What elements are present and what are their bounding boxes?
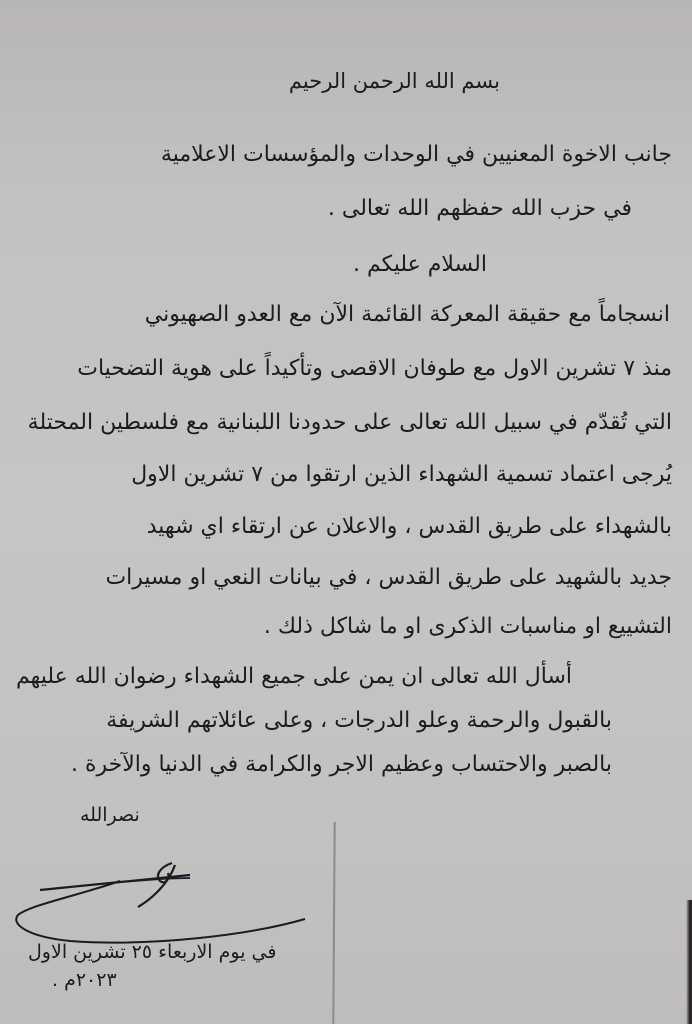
year-line: ٢٠٢٣م .: [52, 969, 117, 991]
margin-rule: [332, 822, 335, 1024]
prayer-line-1: أسأل الله تعالى ان يمن على جميع الشهداء رضوان الله عليهم: [15, 664, 572, 689]
body-line-7: التشييع او مناسبات الذكرى او ما شاكل ذلك .: [263, 614, 672, 639]
closing-name: نصرالله: [80, 804, 140, 826]
body-line-1: انسجاماً مع حقيقة المعركة القائمة الآن مع العدو الصهيوني: [144, 302, 670, 327]
prayer-line-2: بالقبول والرحمة وعلو الدرجات ، وعلى عائلاتهم الشريفة: [106, 708, 612, 733]
addressee-line-2: في حزب الله حفظهم الله تعالى .: [327, 196, 632, 221]
prayer-line-3: بالصبر والاحتساب وعظيم الاجر والكرامة في الدنيا والآخرة .: [70, 752, 612, 777]
greeting: السلام عليكم .: [352, 252, 487, 277]
basmala-heading: بسم الله الرحمن الرحيم: [288, 69, 500, 93]
body-line-5: بالشهداء على طريق القدس ، والاعلان عن ارتقاء اي شهيد: [146, 514, 672, 539]
date-line: في يوم الاربعاء ٢٥ تشرين الاول: [28, 941, 277, 963]
body-line-6: جديد بالشهيد على طريق القدس ، في بيانات النعي او مسيرات: [105, 565, 672, 590]
body-line-4: يُرجى اعتماد تسمية الشهداء الذين ارتقوا من ٧ تشرين الاول: [131, 462, 672, 487]
body-line-3: التي تُقدّم في سبيل الله تعالى على حدودنا اللبنانية مع فلسطين المحتلة: [27, 410, 672, 435]
page-edge-shadow: [686, 900, 692, 1024]
body-line-2: منذ ٧ تشرين الاول مع طوفان الاقصى وتأكيداً على هوية التضحيات: [77, 356, 672, 381]
addressee-line-1: جانب الاخوة المعنيين في الوحدات والمؤسسات الاعلامية: [160, 142, 672, 167]
